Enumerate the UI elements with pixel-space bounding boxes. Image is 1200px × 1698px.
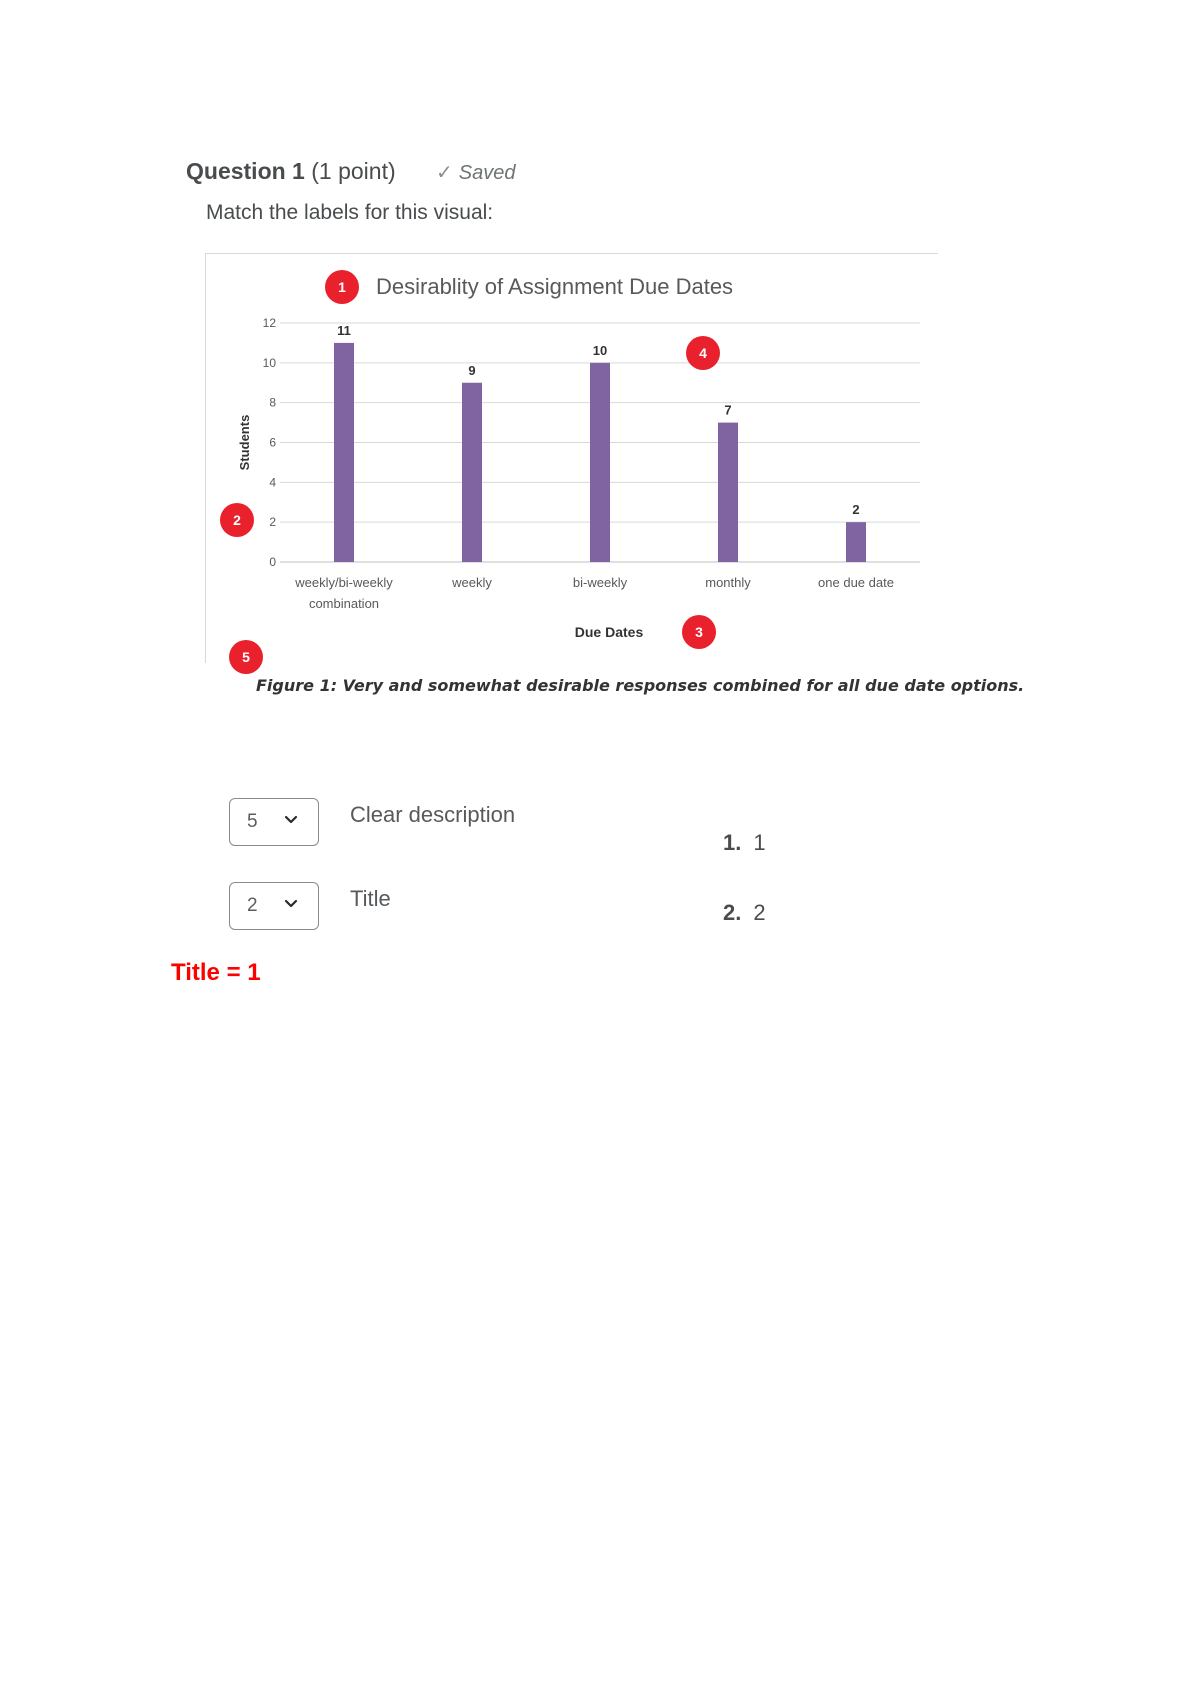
question-prompt: Match the labels for this visual:: [206, 201, 494, 224]
x-tick-label: one due date: [818, 575, 894, 590]
check-icon: ✓: [436, 162, 453, 184]
y-tick-label: 0: [269, 555, 276, 569]
y-tick-label: 10: [262, 355, 276, 370]
marker-number: 1: [338, 279, 346, 295]
data-label: 10: [592, 342, 608, 358]
chevron-down-icon: [284, 813, 298, 827]
data-label: 9: [468, 362, 476, 378]
saved-label: Saved: [458, 162, 516, 184]
data-label: 11: [337, 322, 351, 338]
bar: [334, 343, 354, 562]
bar-chart: [0, 0, 1200, 700]
answer-item-2: [723, 900, 766, 926]
marker-number: 4: [699, 345, 707, 361]
figure-caption: Figure 1: Very and somewhat desirable responses combined for all due date options.: [256, 676, 1025, 695]
x-tick-label: weekly/bi-weekly: [295, 575, 393, 590]
x-tick-label: monthly: [705, 575, 751, 590]
question-label: Question 1: [186, 158, 305, 184]
bar: [846, 522, 866, 562]
answer-text: 1: [753, 830, 766, 855]
y-tick-label: 2: [269, 515, 276, 530]
data-label: 2: [852, 502, 860, 518]
match-select-2-value: 2: [247, 895, 258, 916]
y-tick-label: 8: [269, 395, 276, 410]
bar: [462, 383, 482, 562]
y-tick-label: 4: [269, 475, 276, 490]
answer-item-1: [723, 830, 766, 856]
y-tick-label: 12: [262, 316, 276, 330]
annotation-note: Title = 1: [171, 959, 261, 986]
marker-number: 3: [695, 624, 703, 640]
marker-number: 2: [233, 512, 241, 528]
x-tick-label: weekly: [452, 575, 492, 590]
match-select-1-value: 5: [247, 811, 258, 832]
x-axis-label: Due Dates: [574, 624, 644, 640]
y-axis-label: Students: [237, 414, 252, 471]
match-select-2[interactable]: [229, 882, 319, 930]
chevron-down-icon: [284, 897, 298, 911]
data-label: 7: [724, 402, 732, 418]
marker-number: 5: [242, 649, 250, 665]
bar: [590, 363, 610, 562]
question-points: (1 point): [311, 158, 396, 184]
answer-text: 2: [753, 900, 766, 925]
answer-number: 2.: [723, 900, 742, 925]
match-select-1[interactable]: [229, 798, 319, 846]
x-tick-label: combination: [308, 596, 380, 611]
match-label-2: Title: [350, 886, 391, 911]
match-label-1: Clear description: [350, 802, 516, 827]
chart-title: Desirablity of Assignment Due Dates: [376, 274, 734, 299]
x-tick-label: bi-weekly: [572, 575, 628, 590]
y-tick-label: 6: [269, 435, 276, 450]
answer-number: 1.: [723, 830, 742, 855]
bar: [718, 423, 738, 562]
